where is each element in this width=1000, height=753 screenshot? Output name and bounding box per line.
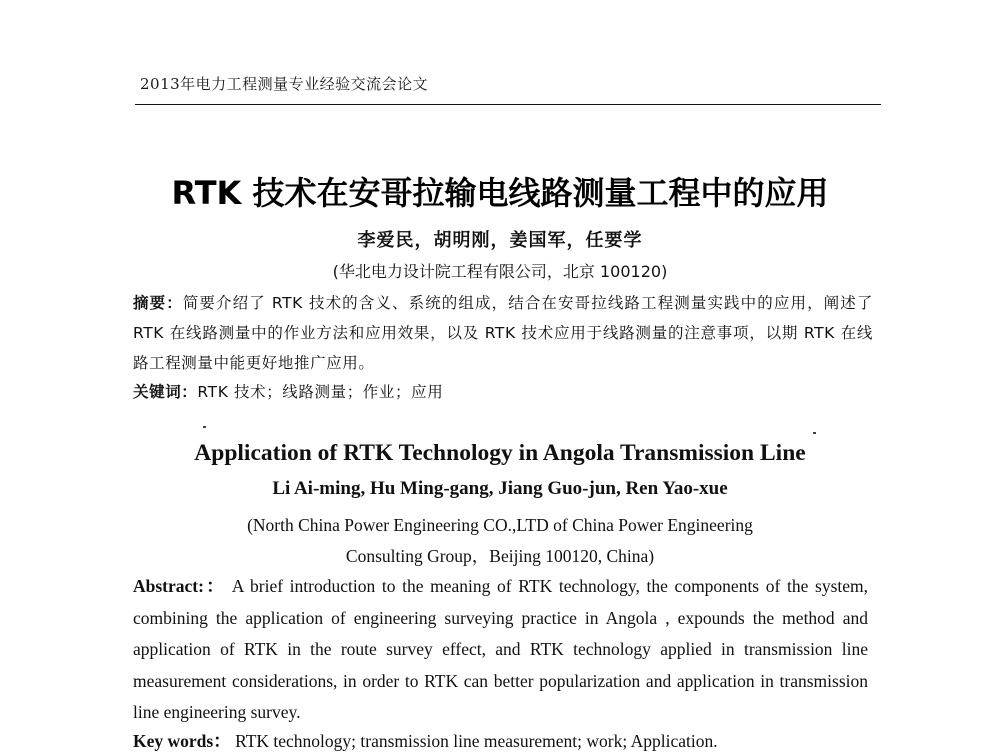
- english-keywords-label: Key words：: [133, 731, 231, 751]
- chinese-title: RTK 技术在安哥拉输电线路测量工程中的应用: [171, 174, 829, 212]
- scan-speck: [203, 426, 206, 428]
- chinese-abstract: [133, 288, 873, 378]
- running-header: 2013年电力工程测量专业经验交流会论文: [140, 75, 429, 93]
- english-affiliation-line2: Consulting Group，Beijing 100120, China): [345, 546, 655, 566]
- english-keywords: [133, 728, 718, 753]
- english-title: Application of RTK Technology in Angola Transmission Line: [194, 440, 806, 466]
- chinese-keywords: [133, 380, 443, 402]
- english-affiliation: [0, 510, 1000, 572]
- chinese-keywords-label: 关键词：: [133, 383, 198, 401]
- english-abstract-label: Abstract:：: [133, 576, 226, 596]
- english-keywords-text: RTK technology; transmission line measurement; work; Application.: [235, 731, 718, 751]
- english-authors: Li Ai-ming, Hu Ming-gang, Jiang Guo-jun, Ren Yao-xue: [272, 478, 728, 499]
- chinese-abstract-label: 摘要：: [133, 294, 183, 312]
- chinese-keywords-text: RTK 技术；线路测量；作业；应用: [197, 383, 444, 401]
- scan-speck: [813, 432, 816, 434]
- chinese-affiliation: (华北电力设计院工程有限公司，北京 100120): [332, 262, 668, 281]
- english-abstract-text: A brief introduction to the meaning of RTK technology, the components of the system, combining the application of engineering surveying practice in Angola , expounds the method and application of RTK in the route survey effect, and RTK technology applied in transmission line measurement considerations, in order to RTK can better popularization and application in transmission line engineering survey.: [133, 576, 868, 722]
- chinese-abstract-text: 简要介绍了 RTK 技术的含义、系统的组成，结合在安哥拉线路工程测量实践中的应用，阐述了 RTK 在线路测量中的作业方法和应用效果，以及 RTK 技术应用于线路测量的注意事项，以期 RTK 在线路工程测量中能更好地推广应用。: [133, 294, 873, 372]
- chinese-authors: 李爱民，胡明刚，姜国军，任要学: [357, 230, 643, 251]
- english-affiliation-line1: (North China Power Engineering CO.,LTD of China Power Engineering: [247, 515, 753, 535]
- header-rule: [135, 104, 881, 105]
- english-abstract: [133, 571, 868, 729]
